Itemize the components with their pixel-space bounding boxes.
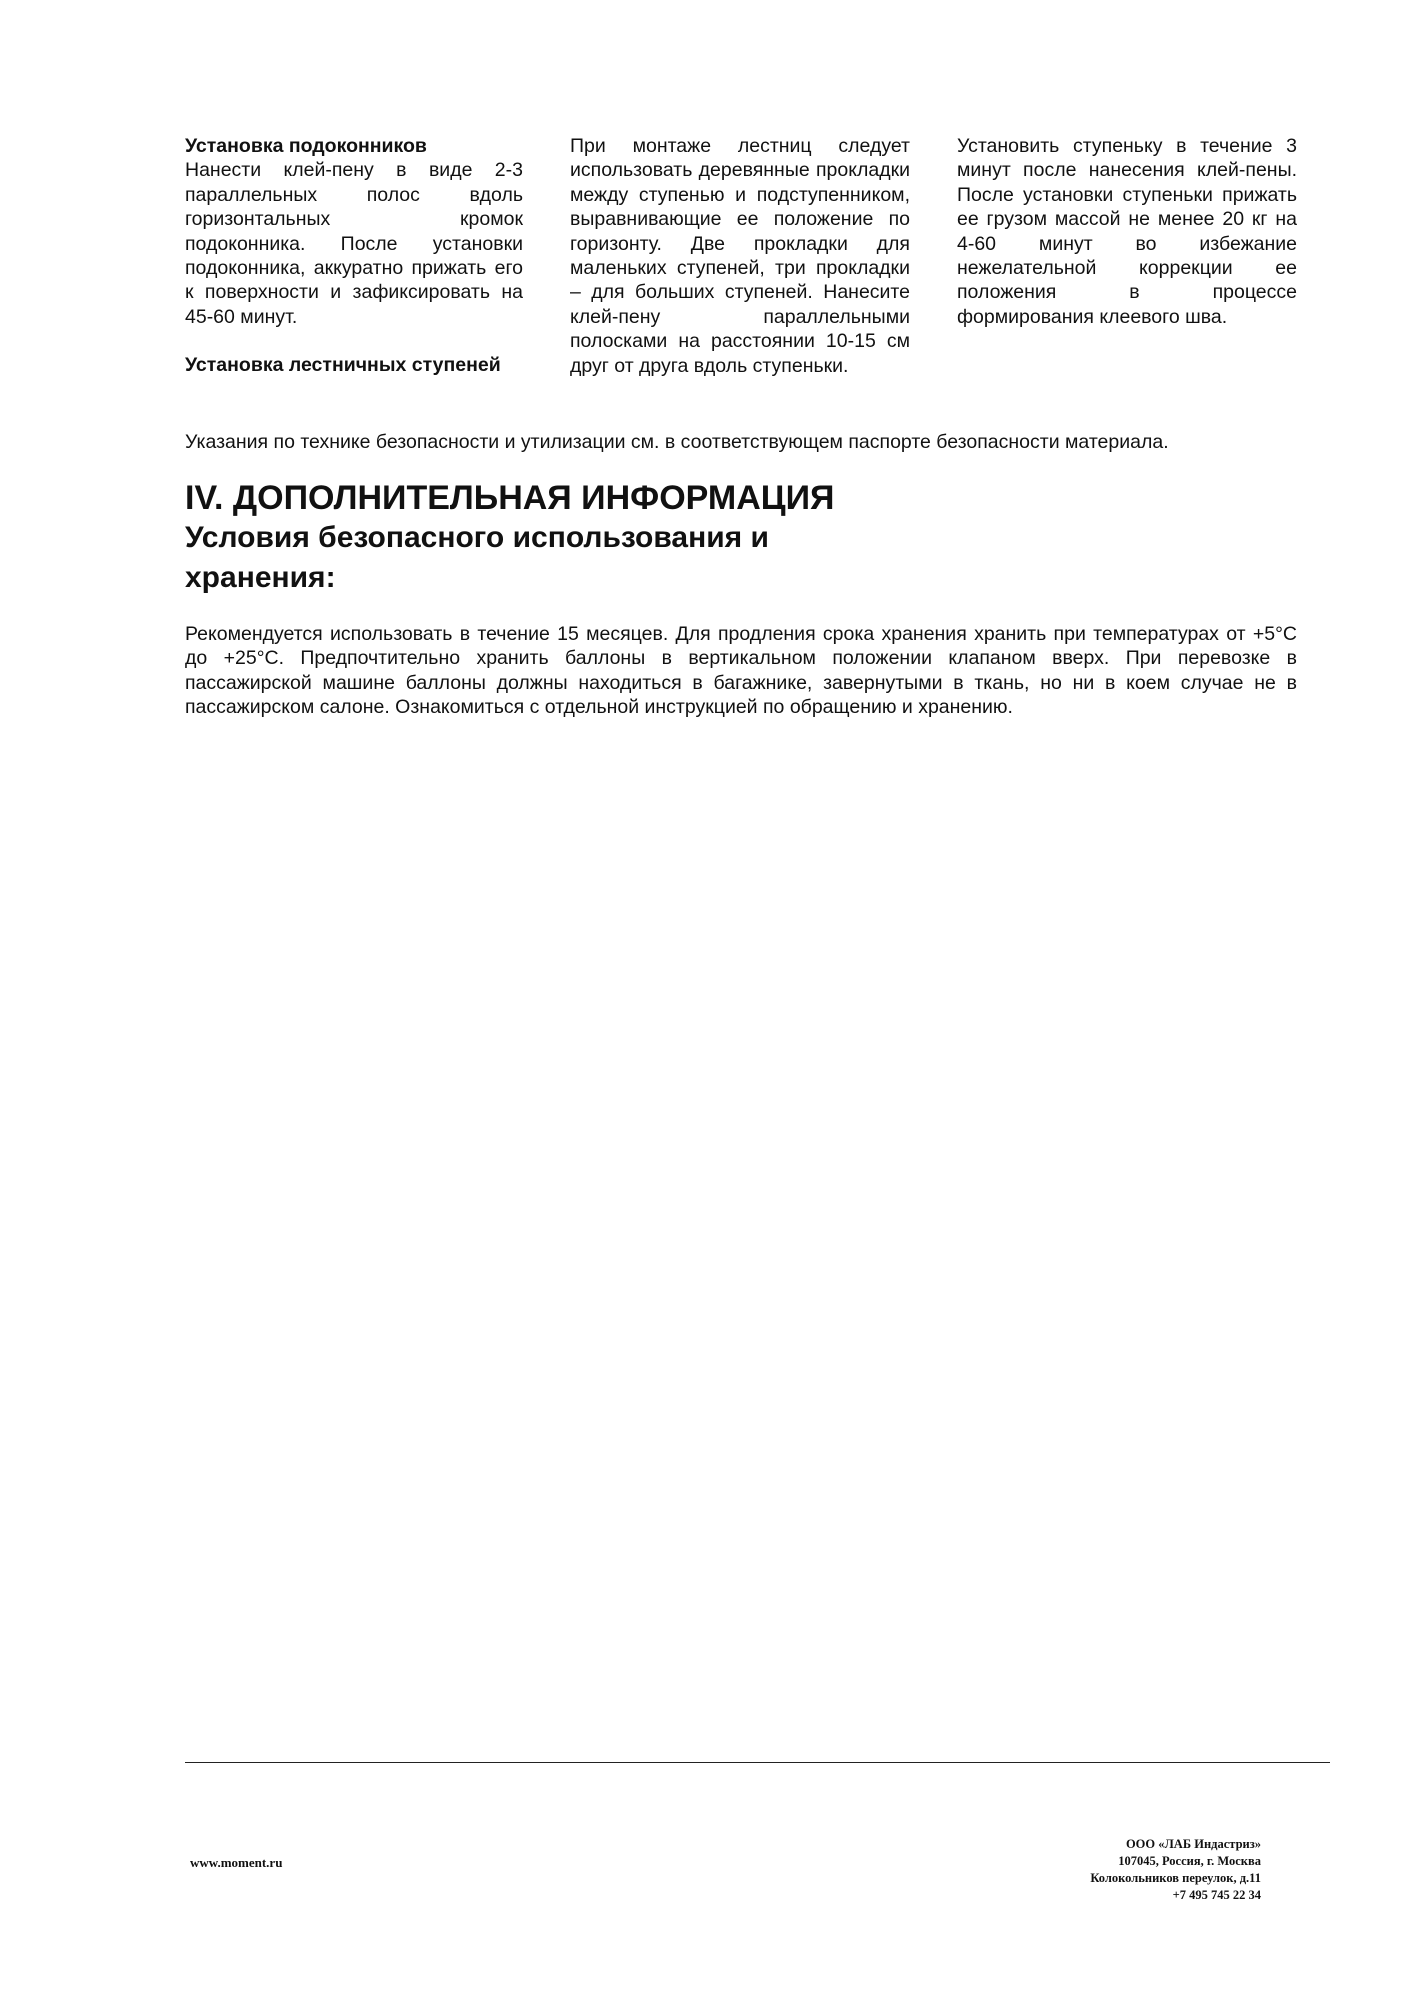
section-title: IV. ДОПОЛНИТЕЛЬНАЯ ИНФОРМАЦИЯ	[185, 479, 835, 517]
footer-postal: 107045, Россия, г. Москва	[1118, 1854, 1261, 1868]
footer-company: ООО «ЛАБ Индастриз»	[1125, 1837, 1261, 1851]
footer-website-link[interactable]: www.moment.ru	[190, 1855, 283, 1870]
section-subtitle: Условия безопасного использования и хранения:	[185, 521, 769, 594]
text-stair-mounting: При монтаже лестниц следует использовать деревянные прокладки между ступенью и подступенником, выравнивающие ее положение по горизонту. Две прокладки для маленьких ступеней, три прокладки – для больших ступеней. Нанесите клей-пену параллельными полосками на расстоянии 10-15 см друг от друга вдоль ступеньки.	[570, 135, 910, 377]
safety-note: Указания по технике безопасности и утилизации см. в соответствующем паспорте безопасности материала.	[185, 431, 1169, 453]
column-stair-mounting	[570, 134, 910, 378]
storage-conditions-text: Рекомендуется использовать в течение 15 месяцев. Для продления срока хранения хранить при температурах от +5°C до +25°C. Предпочтительно хранить баллоны в вертикальном положении клапаном вверх. При перевозке в пассажирской машине баллоны должны находиться в багажнике, завернутыми в ткань, но ни в коем случае не в пассажирском салоне. Ознакомиться с отдельной инструкцией по обращению и хранению.	[185, 623, 1297, 719]
text-window-sills: Нанести клей-пену в виде 2-3 параллельных полос вдоль горизонтальных кромок подоконника. После установки подоконника, аккуратно прижать его к поверхности и зафиксировать на 45-60 минут.	[185, 159, 523, 328]
column-step-installation	[957, 134, 1297, 329]
spacer	[185, 329, 523, 353]
footer-address-block	[1000, 1836, 1261, 1906]
footer-street: Колокольников переулок, д.11	[1090, 1871, 1261, 1885]
text-step-installation: Установить ступеньку в течение 3 минут после нанесения клей-пены. После установки ступеньки прижать ее грузом массой не менее 20 кг на 4-60 минут во избежание нежелательной коррекции ее положения в процессе формирования клеевого шва.	[957, 135, 1297, 328]
footer-divider	[185, 1762, 1330, 1763]
heading-stair-steps: Установка лестничных ступеней	[185, 354, 501, 377]
column-window-sills	[185, 134, 523, 378]
heading-window-sills: Установка подоконников	[185, 135, 427, 157]
footer-phone: +7 495 745 22 34	[1172, 1888, 1261, 1902]
